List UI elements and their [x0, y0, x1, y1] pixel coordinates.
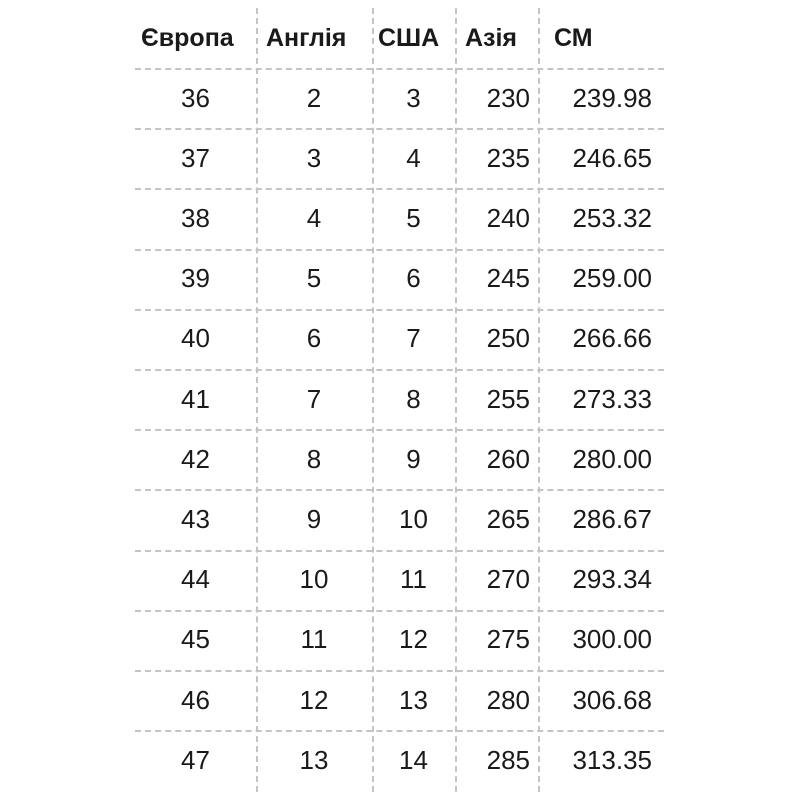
cell-usa: 10: [399, 503, 428, 534]
cell-asia: 270: [486, 564, 530, 595]
cell-usa: 12: [399, 624, 428, 655]
cell-europe: 45: [181, 624, 210, 655]
cell-usa: 9: [406, 443, 421, 474]
cell-usa: 13: [399, 684, 428, 715]
cell-asia: 265: [486, 503, 530, 534]
cell-cm: 280.00: [572, 443, 652, 474]
column-divider: [256, 8, 258, 792]
cell-usa: 14: [399, 744, 428, 775]
row-divider: [135, 249, 664, 251]
table-row: [135, 429, 664, 489]
table-row: [135, 128, 664, 188]
table-row: [135, 489, 664, 549]
cell-cm: 273.33: [572, 383, 652, 414]
size-conversion-table: [135, 8, 664, 792]
cell-asia: 245: [486, 263, 530, 294]
cell-england: 5: [306, 263, 322, 294]
cell-asia: 275: [486, 624, 530, 655]
cell-cm: 306.68: [572, 684, 652, 715]
cell-cm: 266.66: [572, 323, 652, 354]
column-header-usa: США: [378, 23, 440, 52]
cell-asia: 250: [486, 323, 530, 354]
row-divider: [135, 369, 664, 371]
cell-england: 3: [306, 142, 322, 173]
cell-usa: 7: [406, 323, 421, 354]
cell-cm: 286.67: [572, 503, 652, 534]
table-row: [135, 610, 664, 670]
cell-asia: 230: [486, 82, 530, 113]
cell-europe: 43: [181, 503, 210, 534]
row-divider: [135, 188, 664, 190]
cell-cm: 293.34: [572, 564, 652, 595]
cell-cm: 313.35: [572, 744, 652, 775]
cell-asia: 260: [486, 443, 530, 474]
cell-europe: 42: [181, 443, 210, 474]
cell-asia: 240: [486, 202, 530, 233]
table-row: [135, 309, 664, 369]
row-divider: [135, 730, 664, 732]
cell-asia: 235: [486, 142, 530, 173]
cell-asia: 255: [486, 383, 530, 414]
cell-england: 8: [306, 443, 322, 474]
table-row: [135, 369, 664, 429]
cell-europe: 36: [181, 82, 210, 113]
cell-england: 12: [299, 684, 329, 715]
cell-europe: 39: [181, 263, 210, 294]
column-header-asia: Азія: [465, 23, 518, 52]
column-header-england: Англія: [266, 23, 347, 52]
cell-asia: 280: [486, 684, 530, 715]
table-row: [135, 249, 664, 309]
cell-england: 6: [306, 323, 322, 354]
column-divider: [455, 8, 457, 792]
cell-england: 2: [306, 82, 322, 113]
table-row: [135, 550, 664, 610]
cell-usa: 8: [406, 383, 421, 414]
row-divider: [135, 670, 664, 672]
row-divider: [135, 489, 664, 491]
cell-europe: 47: [181, 744, 210, 775]
row-divider: [135, 128, 664, 130]
table-row: [135, 730, 664, 790]
row-divider: [135, 68, 664, 70]
row-divider: [135, 610, 664, 612]
row-divider: [135, 309, 664, 311]
cell-europe: 37: [181, 142, 210, 173]
cell-cm: 239.98: [572, 82, 652, 113]
cell-england: 7: [306, 383, 322, 414]
cell-england: 10: [299, 564, 329, 595]
cell-england: 11: [300, 624, 328, 655]
cell-cm: 253.32: [572, 202, 652, 233]
column-header-cm: СМ: [554, 23, 593, 52]
cell-england: 4: [306, 202, 322, 233]
table-row: [135, 670, 664, 730]
cell-usa: 11: [400, 564, 427, 595]
cell-cm: 259.00: [572, 263, 652, 294]
column-divider: [538, 8, 540, 792]
cell-cm: 246.65: [572, 142, 652, 173]
cell-europe: 38: [181, 202, 210, 233]
cell-usa: 3: [406, 82, 421, 113]
table-row: [135, 188, 664, 248]
cell-usa: 6: [406, 263, 421, 294]
cell-usa: 5: [406, 202, 421, 233]
cell-england: 13: [299, 744, 329, 775]
cell-asia: 285: [486, 744, 530, 775]
cell-europe: 41: [181, 383, 210, 414]
cell-usa: 4: [406, 142, 421, 173]
column-header-europe: Європа: [141, 23, 234, 52]
cell-europe: 40: [181, 323, 210, 354]
cell-cm: 300.00: [572, 624, 652, 655]
cell-europe: 44: [181, 564, 210, 595]
column-divider: [372, 8, 374, 792]
cell-england: 9: [306, 503, 322, 534]
row-divider: [135, 429, 664, 431]
row-divider: [135, 550, 664, 552]
cell-europe: 46: [181, 684, 210, 715]
table-row: [135, 68, 664, 128]
